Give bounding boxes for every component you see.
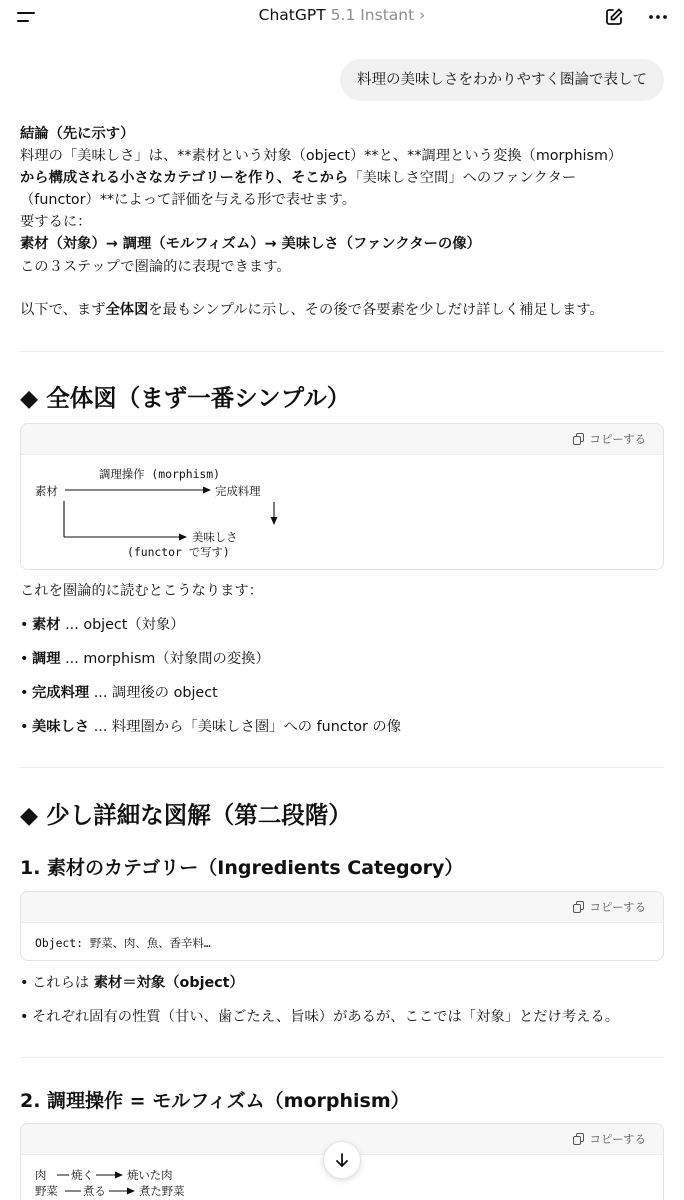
- list-item: • それぞれ固有の性質（甘い、歯ごたえ、旨味）があるが、ここでは「対象」とだけ考える。: [20, 1009, 620, 1025]
- list-item: • 完成料理 ... 調理後の object: [20, 685, 218, 701]
- copy-label: コピーする: [589, 432, 646, 446]
- code-block-header: [21, 892, 663, 923]
- answer-text: 以下で、まず: [20, 302, 106, 318]
- diagram-arrows: [21, 424, 664, 570]
- answer-line: 料理の「美味しさ」は、**素材という対象（object）**と、**調理という変換（morphism）: [20, 148, 623, 164]
- answer-summary: 素材（対象）→ 調理（モルフィズム）→ 美味しさ（ファンクターの像）: [20, 236, 481, 252]
- code-target: 煮た野菜: [139, 1184, 185, 1198]
- list-item: • 素材 ... object（対象）: [20, 617, 185, 633]
- list-desc: これらは: [32, 975, 94, 991]
- code-morphism: 煮る: [83, 1184, 106, 1198]
- answer-line: 要するに：: [20, 214, 92, 230]
- list-item: • 美味しさ ... 料理圏から「美味しさ圏」への functor の像: [20, 719, 401, 735]
- diagram-target: 完成料理: [215, 484, 261, 498]
- copy-button[interactable]: [572, 899, 646, 915]
- list-item: • これらは 素材＝対象（object）: [20, 975, 244, 991]
- answer-bold-text: 全体図: [105, 302, 149, 318]
- list-term: 素材＝対象（object）: [93, 975, 244, 991]
- answer-text: を最もシンプルに示し、その後で各要素を少しだけ詳しく補足します。: [148, 302, 604, 318]
- list-desc: ... 調理後の object: [89, 685, 218, 701]
- list-desc: それぞれ固有の性質（甘い、歯ごたえ、旨味）があるが、ここでは「対象」とだけ考える。: [32, 1009, 620, 1025]
- app-title: ChatGPT: [258, 6, 326, 24]
- answer-text: 「美味しさ空間」へのファンクター: [348, 170, 577, 186]
- chevron-right-icon: ›: [419, 6, 426, 24]
- more-icon[interactable]: [647, 6, 669, 28]
- code-text: Object: 野菜、肉、魚、香辛料…: [35, 936, 211, 950]
- copy-label: コピーする: [589, 900, 646, 914]
- list-term: 素材: [32, 617, 61, 633]
- section-heading: ◆ 少し詳細な図解（第二段階）: [20, 801, 352, 829]
- divider: [20, 767, 664, 768]
- subsection-heading: 2. 調理操作 = モルフィズム（morphism）: [20, 1090, 410, 1112]
- code-block: [20, 423, 664, 570]
- diagram-tasty: 美味しさ: [192, 530, 238, 544]
- copy-label: コピーする: [589, 1132, 646, 1146]
- list-term: 調理: [32, 651, 61, 667]
- arrow-down-icon: [333, 1151, 351, 1169]
- divider: [20, 1057, 664, 1058]
- section-heading: ◆ 全体図（まず一番シンプル）: [20, 384, 351, 412]
- code-source: 肉: [35, 1168, 47, 1182]
- divider: [20, 351, 664, 352]
- top-bar: [0, 0, 684, 36]
- answer-line: この３ステップで圏論的に表現できます。: [20, 259, 291, 275]
- diagram-functor-label: (functor で写す): [127, 545, 230, 559]
- diagram-source: 素材: [35, 484, 58, 498]
- list-item: • 調理 ... morphism（対象間の変換）: [20, 651, 270, 667]
- code-source: 野菜: [35, 1184, 58, 1198]
- code-target: 焼いた肉: [127, 1168, 173, 1182]
- subsection-heading: 1. 素材のカテゴリー（Ingredients Category）: [20, 857, 464, 879]
- list-term: 完成料理: [32, 685, 90, 701]
- code-morphism: 焼く: [71, 1168, 94, 1182]
- list-desc: ... morphism（対象間の変換）: [60, 651, 270, 667]
- section-intro: これを圏論的に読むとこうなります：: [20, 583, 264, 599]
- scroll-down-button[interactable]: [323, 1141, 361, 1179]
- answer-line: （functor）**によって評価を与える形で表せます。: [20, 192, 357, 208]
- answer-line: [20, 167, 576, 190]
- list-desc: ... object（対象）: [60, 617, 185, 633]
- user-message: 料理の美味しさをわかりやすく圏論で表して: [340, 59, 664, 101]
- copy-icon: [572, 900, 586, 914]
- model-selector[interactable]: [0, 6, 684, 24]
- answer-bold-text: から構成される小さなカテゴリーを作り、そこから: [20, 170, 349, 186]
- diagram-morphism-label: 調理操作 (morphism): [99, 467, 220, 481]
- answer-line: [20, 299, 604, 322]
- code-block: [20, 891, 664, 961]
- conclusion-title: 結論（先に示す）: [20, 126, 135, 142]
- list-desc: ... 料理圏から「美味しさ圏」への functor の像: [89, 719, 401, 735]
- list-term: 美味しさ: [32, 719, 90, 735]
- edit-icon[interactable]: [603, 6, 625, 28]
- model-name: 5.1 Instant: [330, 6, 415, 24]
